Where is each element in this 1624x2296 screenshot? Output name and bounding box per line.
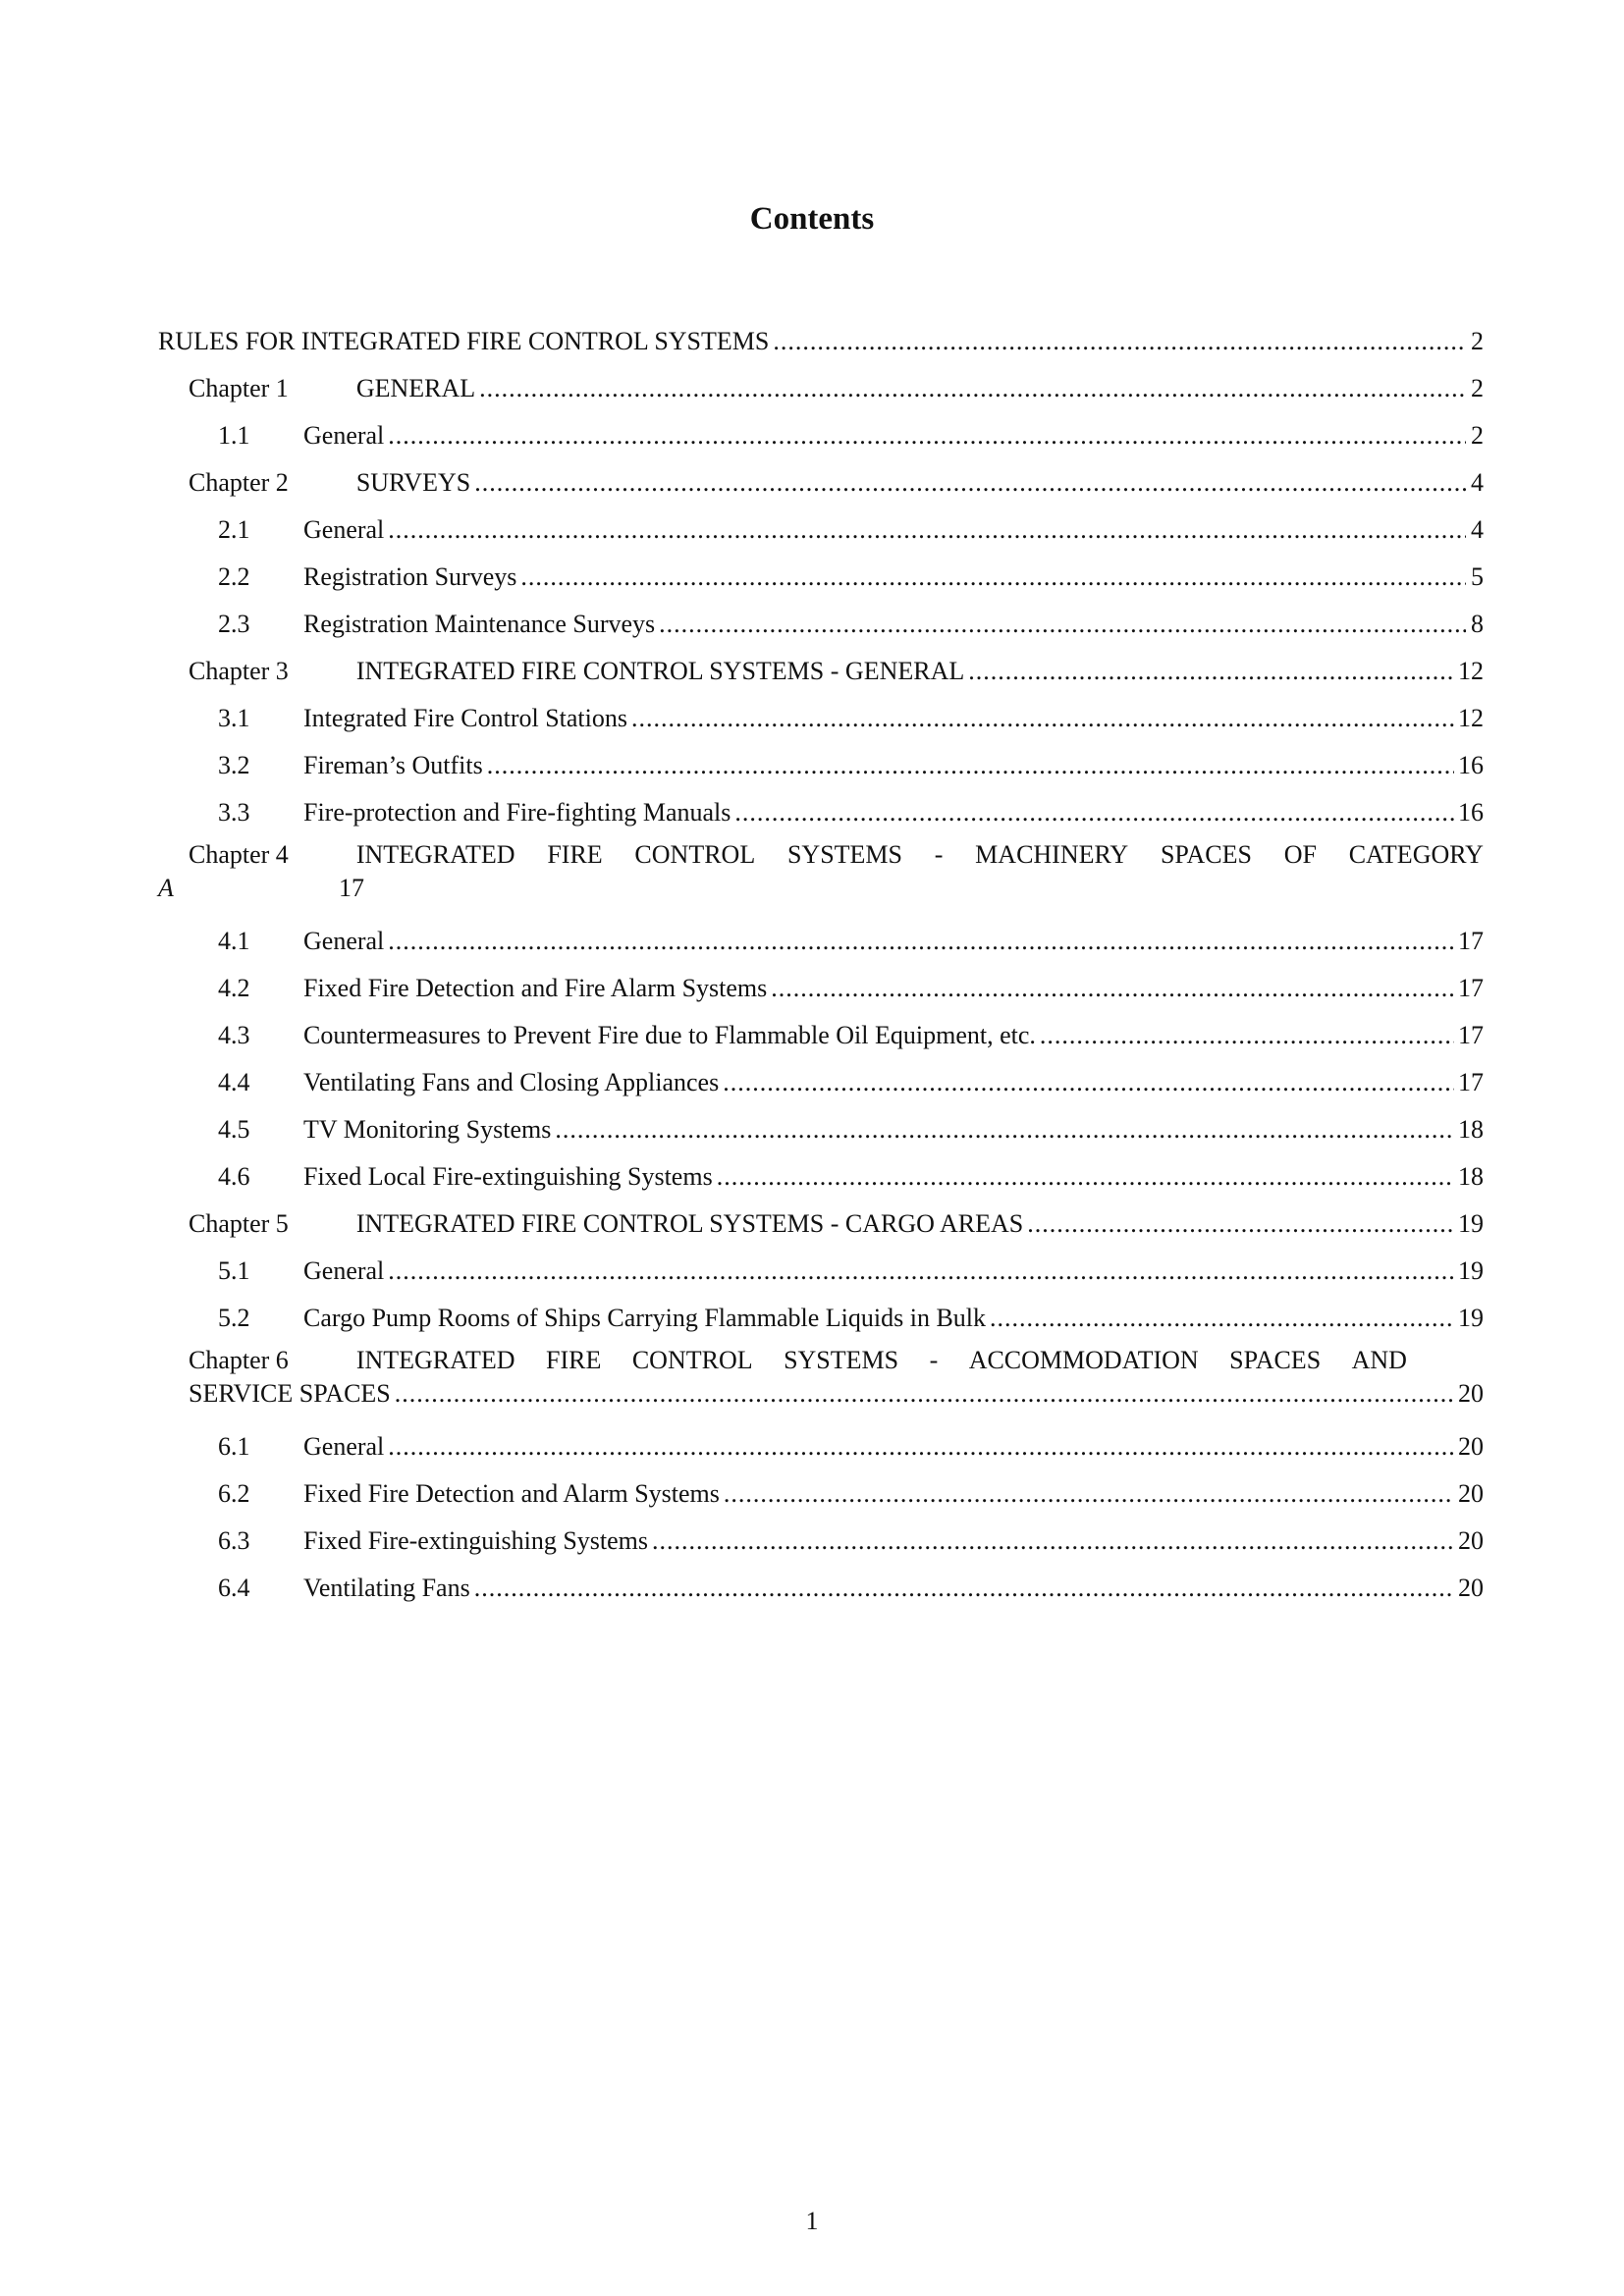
toc-page-number: 16 [1458, 798, 1484, 827]
toc-entry-6-4[interactable] [158, 1567, 1484, 1614]
title-word: CONTROL [631, 1346, 753, 1374]
toc-entry-title: Fixed Fire-extinguishing Systems [303, 1526, 648, 1555]
dot-leader [388, 508, 1466, 552]
dot-leader [388, 1425, 1454, 1468]
dot-leader [555, 1108, 1454, 1151]
page-title: Contents [749, 201, 875, 237]
toc-page-number: 20 [1458, 1574, 1484, 1602]
dot-leader [771, 967, 1454, 1010]
section-number: 6.3 [218, 1526, 250, 1555]
section-number: 4.5 [218, 1115, 250, 1144]
chapter-label: Chapter 4 [189, 840, 289, 869]
toc-entry-title: Fire-protection and Fire-fighting Manuals [303, 798, 731, 827]
toc-page-number: 20 [1458, 1526, 1484, 1555]
title-word: - [934, 840, 944, 869]
dot-leader [631, 697, 1454, 740]
toc-page-number: 12 [1458, 704, 1484, 732]
dot-leader [734, 791, 1454, 834]
toc-entry-title: General [303, 515, 385, 544]
toc-entry-3-2[interactable] [158, 744, 1484, 791]
dot-leader [773, 320, 1466, 363]
toc-entry-4-4[interactable] [158, 1061, 1484, 1108]
toc-entry-chapter-5[interactable] [158, 1202, 1484, 1250]
toc-entry-chapter-2[interactable] [158, 461, 1484, 508]
toc-page-number: 2 [1471, 327, 1484, 355]
toc-entry-chapter-6[interactable] [158, 1344, 1484, 1425]
title-word: FIRE [546, 1346, 602, 1374]
section-number: 5.2 [218, 1304, 250, 1332]
toc-entry-title: Registration Surveys [303, 562, 517, 591]
section-number: 6.4 [218, 1574, 250, 1602]
toc-entry-6-2[interactable] [158, 1472, 1484, 1520]
toc-page-number: 4 [1471, 468, 1484, 497]
toc-entry-title [356, 838, 1484, 872]
toc-entry-2-3[interactable] [158, 603, 1484, 650]
toc-entry-chapter-3[interactable] [158, 650, 1484, 697]
toc-entry-4-2[interactable] [158, 967, 1484, 1014]
toc-page-number: 17 [1458, 1021, 1484, 1049]
toc-page-number: 8 [1471, 610, 1484, 638]
toc-page-number: 5 [1471, 562, 1484, 591]
title-word: SYSTEMS [786, 840, 902, 869]
toc-entry-title: RULES FOR INTEGRATED FIRE CONTROL SYSTEMS [158, 327, 770, 355]
toc-entry-4-3[interactable] [158, 1014, 1484, 1061]
section-number: 2.2 [218, 562, 250, 591]
toc-entry-title [356, 1344, 1407, 1377]
chapter-label: Chapter 1 [189, 374, 289, 402]
toc-entry-title: GENERAL [355, 374, 476, 402]
toc-entry-5-1[interactable] [158, 1250, 1484, 1297]
dot-leader [1040, 1014, 1454, 1057]
section-number: 1.1 [218, 421, 250, 450]
chapter-label: Chapter 2 [189, 468, 289, 497]
title-word: ACCOMMODATION [968, 1346, 1199, 1374]
chapter-label: Chapter 5 [189, 1209, 289, 1238]
dot-leader [388, 414, 1466, 457]
toc-entry-2-2[interactable] [158, 556, 1484, 603]
title-word: CONTROL [634, 840, 756, 869]
dot-leader [1027, 1202, 1454, 1246]
toc-page-number: 19 [1458, 1256, 1484, 1285]
section-number: 6.1 [218, 1432, 250, 1461]
toc-page-number: 18 [1458, 1115, 1484, 1144]
toc-page-number: 17 [1458, 927, 1484, 955]
title-word: SPACES [1160, 840, 1252, 869]
toc-page-number: 17 [1458, 974, 1484, 1002]
toc-entry-title: General [303, 927, 385, 955]
toc-entry-title: Fixed Fire Detection and Alarm Systems [303, 1479, 720, 1508]
toc-entry-title: General [303, 421, 385, 450]
toc-entry-3-3[interactable] [158, 791, 1484, 838]
title-word: FIRE [547, 840, 603, 869]
section-number: 5.1 [218, 1256, 250, 1285]
toc-page-number: 2 [1471, 374, 1484, 402]
toc-entry-title: Countermeasures to Prevent Fire due to Flammable Oil Equipment, etc. [303, 1021, 1036, 1049]
toc-entry-chapter-1[interactable] [158, 367, 1484, 414]
dot-leader [724, 1472, 1454, 1516]
toc-entry-title: Cargo Pump Rooms of Ships Carrying Flammable Liquids in Bulk [303, 1304, 987, 1332]
page-number: 1 [805, 2207, 819, 2235]
toc-entry-title: Fireman’s Outfits [303, 751, 483, 779]
title-word: CATEGORY [1348, 840, 1484, 869]
toc-page-number: 20 [1458, 1432, 1484, 1461]
toc-page-number: 19 [1458, 1304, 1484, 1332]
dot-leader [487, 744, 1454, 787]
section-number: 4.2 [218, 974, 250, 1002]
toc-page-number: 12 [1458, 657, 1484, 685]
dot-leader [395, 1377, 1454, 1411]
dot-leader [388, 920, 1454, 963]
title-word: INTEGRATED [355, 1346, 515, 1374]
dot-leader [474, 461, 1466, 505]
title-word: OF [1283, 840, 1317, 869]
toc-entry-6-1[interactable] [158, 1425, 1484, 1472]
dot-leader [968, 650, 1454, 693]
section-number: 3.2 [218, 751, 250, 779]
toc-entry-rules[interactable] [158, 320, 1484, 367]
toc-page-number: 16 [1458, 751, 1484, 779]
toc-entry-2-1[interactable] [158, 508, 1484, 556]
toc-entry-title: Fixed Local Fire-extinguishing Systems [303, 1162, 713, 1191]
table-of-contents [158, 320, 1484, 1614]
toc-entry-title: TV Monitoring Systems [303, 1115, 552, 1144]
toc-entry-4-6[interactable] [158, 1155, 1484, 1202]
toc-entry-title: General [303, 1432, 385, 1461]
section-number: 2.3 [218, 610, 250, 638]
section-number: 4.4 [218, 1068, 250, 1096]
toc-page-number: 20 [1458, 1479, 1484, 1508]
section-number: 3.3 [218, 798, 250, 827]
toc-entry-title: Registration Maintenance Surveys [303, 610, 656, 638]
dot-leader [388, 1250, 1454, 1293]
toc-page-number: 17 [339, 874, 364, 902]
title-word: MACHINERY [975, 840, 1129, 869]
section-number: 2.1 [218, 515, 250, 544]
toc-entry-title: INTEGRATED FIRE CONTROL SYSTEMS - CARGO AREAS [355, 1209, 1024, 1238]
chapter-label: Chapter 6 [189, 1346, 289, 1374]
toc-entry-title: General [303, 1256, 385, 1285]
toc-entry-title: Ventilating Fans [303, 1574, 470, 1602]
chapter-label: Chapter 3 [189, 657, 289, 685]
toc-page-number: 2 [1471, 421, 1484, 450]
toc-page-number: 18 [1458, 1162, 1484, 1191]
section-number: 6.2 [218, 1479, 250, 1508]
toc-entry-3-1[interactable] [158, 697, 1484, 744]
toc-page-number: 4 [1471, 515, 1484, 544]
toc-entry-title-continued: SERVICE SPACES [189, 1379, 391, 1408]
dot-leader [717, 1155, 1454, 1199]
dot-leader [474, 1567, 1454, 1610]
toc-entry-chapter-4[interactable] [158, 838, 1484, 920]
title-word: INTEGRATED [355, 840, 515, 869]
toc-entry-4-1[interactable] [158, 920, 1484, 967]
title-word: - [929, 1346, 939, 1374]
section-number: 4.6 [218, 1162, 250, 1191]
title-word: AND [1351, 1346, 1407, 1374]
title-word: SPACES [1229, 1346, 1322, 1374]
section-number: 3.1 [218, 704, 250, 732]
category-letter: A [158, 874, 174, 902]
toc-entry-title: Integrated Fire Control Stations [303, 704, 628, 732]
toc-entry-title: SURVEYS [355, 468, 471, 497]
toc-entry-title: Ventilating Fans and Closing Appliances [303, 1068, 720, 1096]
dot-leader [652, 1520, 1454, 1563]
toc-entry-5-2[interactable] [158, 1297, 1484, 1344]
dot-leader [520, 556, 1466, 599]
section-number: 4.1 [218, 927, 250, 955]
section-number: 4.3 [218, 1021, 250, 1049]
toc-entry-title: INTEGRATED FIRE CONTROL SYSTEMS - GENERAL [355, 657, 965, 685]
dot-leader [990, 1297, 1454, 1340]
title-word: SYSTEMS [784, 1346, 899, 1374]
toc-entry-1-1[interactable] [158, 414, 1484, 461]
toc-page-number: 17 [1458, 1068, 1484, 1096]
toc-entry-6-3[interactable] [158, 1520, 1484, 1567]
toc-page-number: 19 [1458, 1209, 1484, 1238]
toc-entry-title: Fixed Fire Detection and Fire Alarm Systems [303, 974, 768, 1002]
toc-page-number: 20 [1458, 1379, 1484, 1408]
dot-leader [723, 1061, 1454, 1104]
dot-leader [479, 367, 1466, 410]
toc-entry-4-5[interactable] [158, 1108, 1484, 1155]
dot-leader [659, 603, 1466, 646]
